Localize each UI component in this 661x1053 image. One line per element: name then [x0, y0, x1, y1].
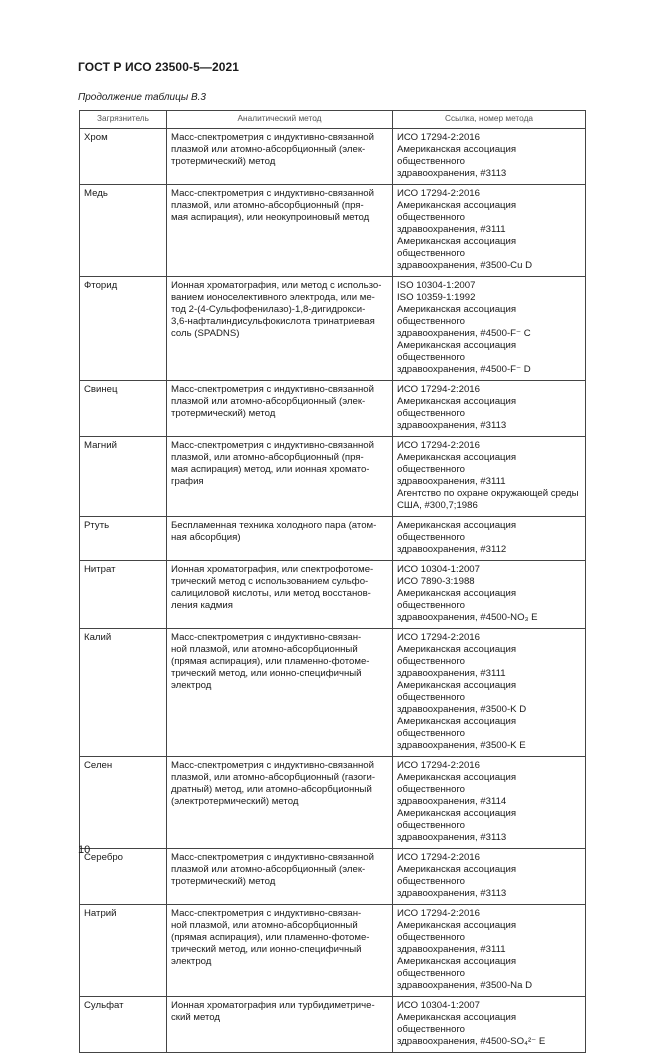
method-line: плазмой, или атомно-абсорбционный (пря- — [171, 200, 364, 211]
reference-line: Американская ассоциация общественного — [397, 144, 517, 167]
method-line: 3,6-нафталиндисульфокислота тринатриевая — [171, 316, 375, 327]
method-line: тротермический) метод — [171, 876, 276, 887]
pollutant-cell: Свинец — [80, 381, 167, 437]
reference-line: ИСО 17294-2:2016 — [397, 132, 480, 143]
reference-line: Агентство по охране окружающей среды — [397, 488, 579, 499]
method-line: графия — [171, 476, 204, 487]
table-row — [80, 517, 586, 561]
reference-cell — [393, 437, 586, 517]
reference-line: Американская ассоциация общественного — [397, 304, 517, 327]
method-cell — [167, 517, 393, 561]
reference-line: ИСО 17294-2:2016 — [397, 632, 480, 643]
method-line: Масс-спектрометрия с индуктивно-связанной — [171, 188, 374, 199]
reference-line: Американская ассоциация общественного — [397, 920, 517, 943]
method-line: Масс-спектрометрия с индуктивно-связанной — [171, 384, 374, 395]
method-cell — [167, 381, 393, 437]
reference-line: ИСО 17294-2:2016 — [397, 852, 480, 863]
reference-line: здравоохранения, #3500-Cu D — [397, 260, 533, 271]
table-row — [80, 849, 586, 905]
reference-line: ИСО 17294-2:2016 — [397, 188, 480, 199]
method-line: Ионная хроматография, или спектрофотоме- — [171, 564, 374, 575]
table-row — [80, 277, 586, 381]
method-line: плазмой или атомно-абсорбционный (элек- — [171, 396, 366, 407]
method-line: ной плазмой, или атомно-абсорбционный — [171, 920, 358, 931]
method-line: мая аспирация), или неокупроиновый метод — [171, 212, 370, 223]
method-cell — [167, 437, 393, 517]
method-line: электрод — [171, 680, 212, 691]
method-cell — [167, 277, 393, 381]
pollutant-cell: Ртуть — [80, 517, 167, 561]
reference-line: Американская ассоциация общественного — [397, 340, 517, 363]
method-line: трический метод, или ионно-специфичный — [171, 668, 362, 679]
reference-line: Американская ассоциация общественного — [397, 808, 517, 831]
reference-line: здравоохранения, #3113 — [397, 888, 507, 899]
method-cell — [167, 185, 393, 277]
reference-line: Американская ассоциация общественного — [397, 396, 517, 419]
reference-line: Американская ассоциация общественного — [397, 236, 517, 259]
method-cell — [167, 561, 393, 629]
reference-line: Американская ассоциация общественного — [397, 588, 517, 611]
reference-cell — [393, 849, 586, 905]
pollutant-cell: Сульфат — [80, 997, 167, 1053]
method-line: Масс-спектрометрия с индуктивно-связанной — [171, 132, 374, 143]
method-line: плазмой или атомно-абсорбционный (элек- — [171, 144, 366, 155]
method-line: Ионная хроматография или турбидиметриче- — [171, 1000, 375, 1011]
contaminants-table — [79, 110, 586, 1053]
reference-cell — [393, 757, 586, 849]
reference-line: здравоохранения, #3500-Na D — [397, 980, 533, 991]
reference-cell — [393, 129, 586, 185]
reference-line: ISO 10304-1:2007 — [397, 280, 476, 291]
reference-line: ИСО 10304-1:2007 — [397, 1000, 480, 1011]
method-line: (прямая аспирация), или пламенно-фотоме- — [171, 656, 370, 667]
reference-line: ИСО 7890-3:1988 — [397, 576, 475, 587]
method-line: Масс-спектрометрия с индуктивно-связанной — [171, 760, 374, 771]
page-number: 10 — [78, 844, 91, 856]
method-line: ная абсорбция) — [171, 532, 241, 543]
table-row — [80, 997, 586, 1053]
method-line: Масс-спектрометрия с индуктивно-связан- — [171, 908, 362, 919]
reference-line: здравоохранения, #3111 — [397, 476, 506, 487]
reference-line: ИСО 10304-1:2007 — [397, 564, 480, 575]
method-line: тротермический) метод — [171, 156, 276, 167]
reference-line: Американская ассоциация общественного — [397, 1012, 517, 1035]
pollutant-cell: Калий — [80, 629, 167, 757]
reference-line: здравоохранения, #3111 — [397, 224, 506, 235]
reference-cell — [393, 517, 586, 561]
reference-line: ИСО 17294-2:2016 — [397, 760, 480, 771]
reference-line: ИСО 17294-2:2016 — [397, 908, 480, 919]
pollutant-cell: Нитрат — [80, 561, 167, 629]
table-row — [80, 561, 586, 629]
table-caption: Продолжение таблицы В.3 — [78, 92, 206, 103]
reference-line: Американская ассоциация общественного — [397, 680, 517, 703]
method-line: Масс-спектрометрия с индуктивно-связанной — [171, 440, 374, 451]
method-cell — [167, 849, 393, 905]
method-line: трический метод, или ионно-специфичный — [171, 944, 362, 955]
reference-line: Американская ассоциация общественного — [397, 520, 517, 543]
reference-cell — [393, 381, 586, 437]
method-line: дратный) метод, или атомно-абсорбционный — [171, 784, 372, 795]
method-line: ванием ионоселективного электрода, или ме- — [171, 292, 375, 303]
reference-line: Американская ассоциация общественного — [397, 644, 517, 667]
method-line: салициловой кислоты, или метод восстанов- — [171, 588, 371, 599]
reference-line: здравоохранения, #3111 — [397, 668, 506, 679]
pollutant-cell: Магний — [80, 437, 167, 517]
reference-line: Американская ассоциация общественного — [397, 864, 517, 887]
method-line: соль (SPADNS) — [171, 328, 240, 339]
method-line: ления кадмия — [171, 600, 233, 611]
reference-line: здравоохранения, #3111 — [397, 944, 506, 955]
method-line: электрод — [171, 956, 212, 967]
reference-cell — [393, 185, 586, 277]
reference-line: здравоохранения, #3114 — [397, 796, 507, 807]
reference-cell — [393, 277, 586, 381]
column-header-reference: Ссылка, номер метода — [393, 111, 586, 129]
reference-line: Американская ассоциация общественного — [397, 772, 517, 795]
pollutant-cell: Медь — [80, 185, 167, 277]
reference-cell — [393, 997, 586, 1053]
method-line: Масс-спектрометрия с индуктивно-связанной — [171, 852, 374, 863]
method-line: плазмой, или атомно-абсорбционный (пря- — [171, 452, 364, 463]
method-cell — [167, 905, 393, 997]
method-line: Ионная хроматография, или метод с использо- — [171, 280, 382, 291]
method-line: плазмой, или атомно-абсорбционный (газоги- — [171, 772, 376, 783]
reference-line: здравоохранения, #4500-F⁻ C — [397, 328, 531, 339]
reference-cell — [393, 629, 586, 757]
reference-line: Американская ассоциация общественного — [397, 716, 517, 739]
column-header-pollutant: Загрязнитель — [80, 111, 167, 129]
column-header-method: Аналитический метод — [167, 111, 393, 129]
method-line: (электротермический) метод — [171, 796, 299, 807]
method-line: (прямая аспирация), или пламенно-фотоме- — [171, 932, 370, 943]
reference-line: здравоохранения, #4500-SO₄²⁻ E — [397, 1036, 546, 1047]
reference-line: ИСО 17294-2:2016 — [397, 440, 480, 451]
reference-cell — [393, 905, 586, 997]
reference-line: здравоохранения, #4500-F⁻ D — [397, 364, 531, 375]
pollutant-cell: Натрий — [80, 905, 167, 997]
reference-line: Американская ассоциация общественного — [397, 956, 517, 979]
pollutant-cell: Фторид — [80, 277, 167, 381]
method-cell — [167, 129, 393, 185]
reference-line: здравоохранения, #3113 — [397, 420, 507, 431]
table-header-row — [80, 111, 586, 129]
table-row — [80, 129, 586, 185]
reference-line: здравоохранения, #3113 — [397, 832, 507, 843]
method-line: Беспламенная техника холодного пара (атом- — [171, 520, 377, 531]
reference-cell — [393, 561, 586, 629]
method-line: тротермический) метод — [171, 408, 276, 419]
table-row — [80, 629, 586, 757]
table-row — [80, 381, 586, 437]
document-header: ГОСТ Р ИСО 23500-5—2021 — [78, 60, 240, 74]
method-cell — [167, 997, 393, 1053]
reference-line: здравоохранения, #3113 — [397, 168, 507, 179]
reference-line: здравоохранения, #3500-K E — [397, 740, 526, 751]
reference-line: ИСО 17294-2:2016 — [397, 384, 480, 395]
method-cell — [167, 757, 393, 849]
reference-line: США, #300,7;1986 — [397, 500, 478, 511]
table-row — [80, 437, 586, 517]
method-line: тод 2-(4-Сульфофенилазо)-1,8-дигидрокси- — [171, 304, 366, 315]
method-line: ский метод — [171, 1012, 220, 1023]
reference-line: здравоохранения, #4500-NO₃ E — [397, 612, 538, 623]
reference-line: здравоохранения, #3500-K D — [397, 704, 527, 715]
method-line: ной плазмой, или атомно-абсорбционный — [171, 644, 358, 655]
reference-line: ISO 10359-1:1992 — [397, 292, 476, 303]
reference-line: здравоохранения, #3112 — [397, 544, 507, 555]
pollutant-cell: Селен — [80, 757, 167, 849]
table-row — [80, 185, 586, 277]
pollutant-cell: Серебро — [80, 849, 167, 905]
pollutant-cell: Хром — [80, 129, 167, 185]
reference-line: Американская ассоциация общественного — [397, 200, 517, 223]
method-cell — [167, 629, 393, 757]
method-line: плазмой или атомно-абсорбционный (элек- — [171, 864, 366, 875]
table-row — [80, 905, 586, 997]
method-line: Масс-спектрометрия с индуктивно-связан- — [171, 632, 362, 643]
method-line: трический метод с использованием сульфо- — [171, 576, 369, 587]
method-line: мая аспирация) метод, или ионная хромато- — [171, 464, 370, 475]
reference-line: Американская ассоциация общественного — [397, 452, 517, 475]
table-row — [80, 757, 586, 849]
